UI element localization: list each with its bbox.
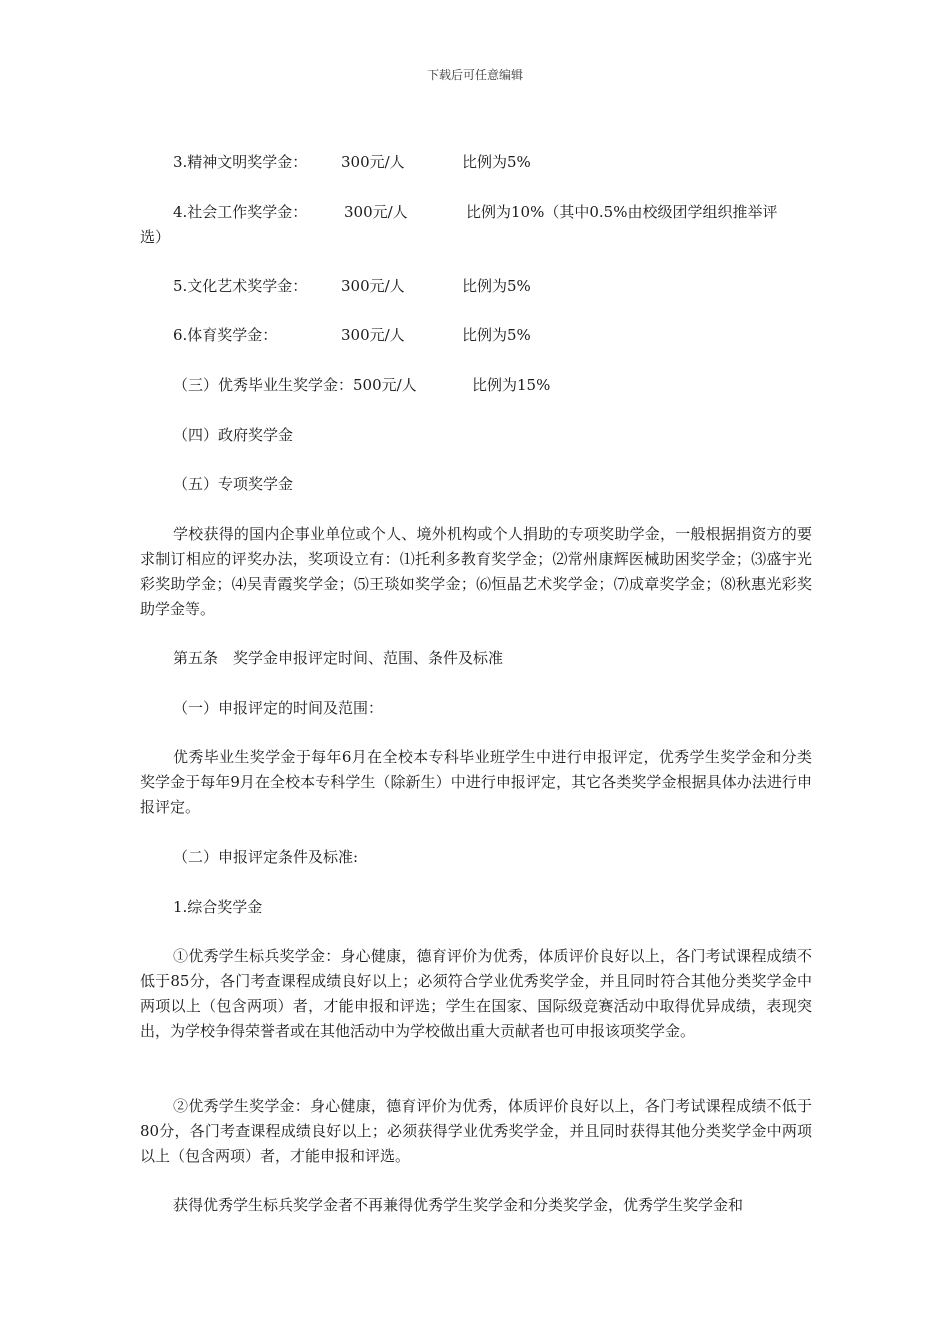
award-ratio: 比例为5% bbox=[462, 326, 531, 344]
award-amount: 300元/人 bbox=[344, 203, 408, 221]
award-name: 5.文化艺术奖学金： bbox=[173, 277, 308, 295]
award-amount: 300元/人 bbox=[341, 326, 405, 344]
article-5-heading: 第五条 奖学金申报评定时间、范围、条件及标准 bbox=[173, 649, 504, 667]
award-ratio: 比例为5% bbox=[462, 153, 531, 171]
section-1-paragraph: 优秀毕业生奖学金于每年6月在全校本专科毕业班学生中进行申报评定，优秀学生奖学金和分类奖学金于每年9月在全校本专科学生（除新生）中进行申报评定，其它各类奖学金根据具体办法进行申报评定。 bbox=[140, 748, 812, 816]
award-amount: 300元/人 bbox=[341, 277, 405, 295]
item-1-paragraph: ①优秀学生标兵奖学金：身心健康，德育评价为优秀，体质评价良好以上，各门考试课程成绩不低于85分，各门考查课程成绩良好以上；必须符合学业优秀奖学金，并且同时符合其他分类奖学金中两项以上（包含两项）者，才能申报和评选；学生在国家、国际级竞赛活动中取得优异成绩，表现突出，为学校争得荣誉者或在其他活动中为学校做出重大贡献者也可申报该项奖学金。 bbox=[140, 947, 812, 1040]
section-2-heading: （二）申报评定条件及标准: bbox=[173, 848, 359, 866]
last-paragraph: 获得优秀学生标兵奖学金者不再兼得优秀学生奖学金和分类奖学金，优秀学生奖学金和 bbox=[173, 1196, 744, 1214]
award-amount: 300元/人 bbox=[341, 153, 405, 171]
gov-award-heading: （四）政府奖学金 bbox=[173, 426, 294, 444]
special-award-heading: （五）专项奖学金 bbox=[173, 475, 294, 493]
special-award-paragraph: 学校获得的国内企事业单位或个人、境外机构或个人捐助的专项奖助学金，一般根据捐资方的要求制订相应的评奖办法，奖项设立有：⑴托利多教育奖学金；⑵常州康辉医械助困奖学金；⑶盛宇光彩奖助学金；⑷吴青霞奖学金；⑸王琰如奖学金；⑹恒晶艺术奖学金；⑺成章奖学金；⑻秋惠光彩奖助学金等。 bbox=[140, 525, 812, 618]
award-ratio: 比例为10%（其中0.5%由校级团学组织推举评 bbox=[466, 203, 778, 221]
award-ratio: 比例为5% bbox=[462, 277, 531, 295]
comprehensive-award-heading: 1.综合奖学金 bbox=[173, 898, 263, 916]
item-2-paragraph: ②优秀学生奖学金：身心健康，德育评价为优秀，体质评价良好以上，各门考试课程成绩不低于80分，各门考查课程成绩良好以上；必须获得学业优秀奖学金，并且同时获得其他分类奖学金中两项以上（包含两项）者，才能申报和评选。 bbox=[140, 1097, 812, 1165]
graduate-award-name: （三）优秀毕业生奖学金：500元/人 bbox=[173, 376, 417, 394]
page-header: 下载后可任意编辑 bbox=[426, 68, 523, 82]
award-name: 3.精神文明奖学金： bbox=[173, 153, 308, 171]
graduate-award-ratio: 比例为15% bbox=[472, 376, 551, 394]
award-ratio-continuation: 选） bbox=[140, 228, 171, 246]
award-name: 6.体育奖学金： bbox=[173, 326, 278, 344]
award-name: 4.社会工作奖学金： bbox=[173, 203, 308, 221]
section-1-heading: （一）申报评定的时间及范围： bbox=[173, 699, 384, 717]
